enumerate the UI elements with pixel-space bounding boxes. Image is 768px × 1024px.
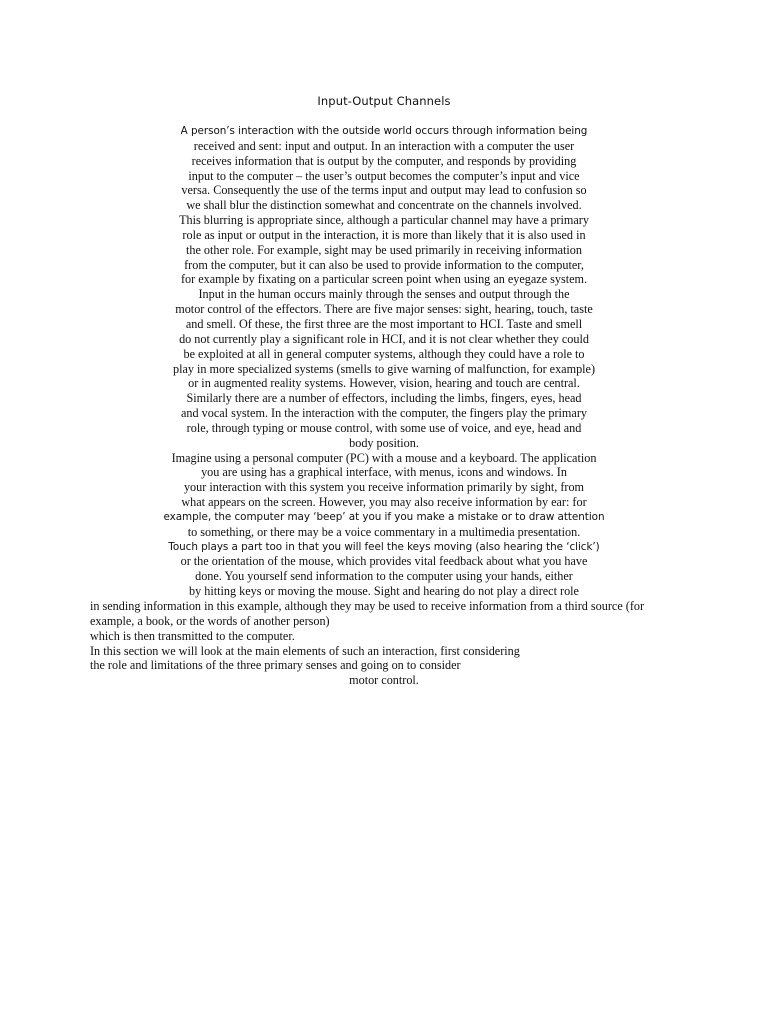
text-line: or the orientation of the mouse, which provides vital feedback about what you have bbox=[180, 554, 588, 569]
text-line: and smell. Of these, the first three are the most important to HCI. Taste and smell bbox=[185, 316, 583, 331]
text-line: you are using has a graphical interface, with menus, icons and windows. In bbox=[201, 465, 567, 480]
text-line: Imagine using a personal computer (PC) with a mouse and a keyboard. The application bbox=[171, 450, 597, 465]
text-line: motor control. bbox=[349, 673, 419, 688]
text-line: and vocal system. In the interaction with the computer, the fingers play the primary bbox=[181, 406, 587, 421]
page-title: Input-Output Channels bbox=[317, 94, 451, 108]
text-line: do not currently play a significant role in HCI, and it is not clear whether they could bbox=[179, 331, 589, 346]
text-line: we shall blur the distinction somewhat and concentrate on the channels involved. bbox=[186, 198, 582, 213]
text-line: the other role. For example, sight may be used primarily in receiving information bbox=[186, 242, 582, 257]
text-line: A person’s interaction with the outside world occurs through information being bbox=[180, 125, 588, 137]
text-line: to something, or there may be a voice commentary in a multimedia presentation. bbox=[187, 524, 581, 539]
text-line: body position. bbox=[349, 435, 419, 450]
text-line: what appears on the screen. However, you may also receive information by ear: for bbox=[181, 495, 587, 510]
text-line: role as input or output in the interaction, it is more than likely that it is also used in bbox=[182, 227, 586, 242]
text-line: done. You yourself send information to the computer using your hands, either bbox=[195, 569, 573, 584]
text-line: play in more specialized systems (smells to give warning of malfunction, for example) bbox=[172, 361, 596, 376]
text-line: receives information that is output by the computer, and responds by providing bbox=[191, 153, 577, 168]
text-line: be exploited at all in general computer systems, although they could have a role to bbox=[183, 346, 585, 361]
text-line: which is then transmitted to the computer. bbox=[90, 628, 295, 643]
text-line: motor control of the effectors. There are five major senses: sight, hearing, touch, taste bbox=[175, 302, 593, 317]
text-line: by hitting keys or moving the mouse. Sight and hearing do not play a direct role bbox=[189, 584, 579, 599]
text-line: example, a book, or the words of another person) bbox=[90, 613, 330, 628]
text-line: In this section we will look at the main elements of such an interaction, first considering bbox=[90, 643, 520, 658]
text-line: in sending information in this example, although they may be used to receive information from a third source (for bbox=[90, 599, 645, 613]
text-line: example, the computer may ‘beep’ at you if you make a mistake or to draw attention bbox=[163, 510, 605, 523]
text-line: or in augmented reality systems. However, vision, hearing and touch are central. bbox=[188, 376, 580, 391]
document-body bbox=[0, 124, 768, 688]
text-line: your interaction with this system you receive information primarily by sight, from bbox=[183, 480, 585, 495]
text-line: role, through typing or mouse control, with some use of voice, and eye, head and bbox=[186, 420, 582, 435]
text-line: the role and limitations of the three primary senses and going on to consider bbox=[90, 658, 461, 673]
text-line: This blurring is appropriate since, although a particular channel may have a primary bbox=[179, 213, 589, 228]
text-line: versa. Consequently the use of the terms input and output may lead to confusion so bbox=[181, 183, 587, 198]
text-line: Touch plays a part too in that you will feel the keys moving (also hearing the ‘click’) bbox=[168, 540, 600, 553]
text-line: input to the computer – the user’s output becomes the computer’s input and vice bbox=[188, 168, 580, 183]
text-line: for example by fixating on a particular screen point when using an eyegaze system. bbox=[180, 272, 588, 287]
text-line: received and sent: input and output. In an interaction with a computer the user bbox=[193, 138, 575, 153]
text-line: Input in the human occurs mainly through the senses and output through the bbox=[198, 287, 570, 302]
text-line: Similarly there are a number of effectors, including the limbs, fingers, eyes, head bbox=[186, 391, 582, 406]
text-line: from the computer, but it can also be used to provide information to the computer, bbox=[184, 257, 584, 272]
